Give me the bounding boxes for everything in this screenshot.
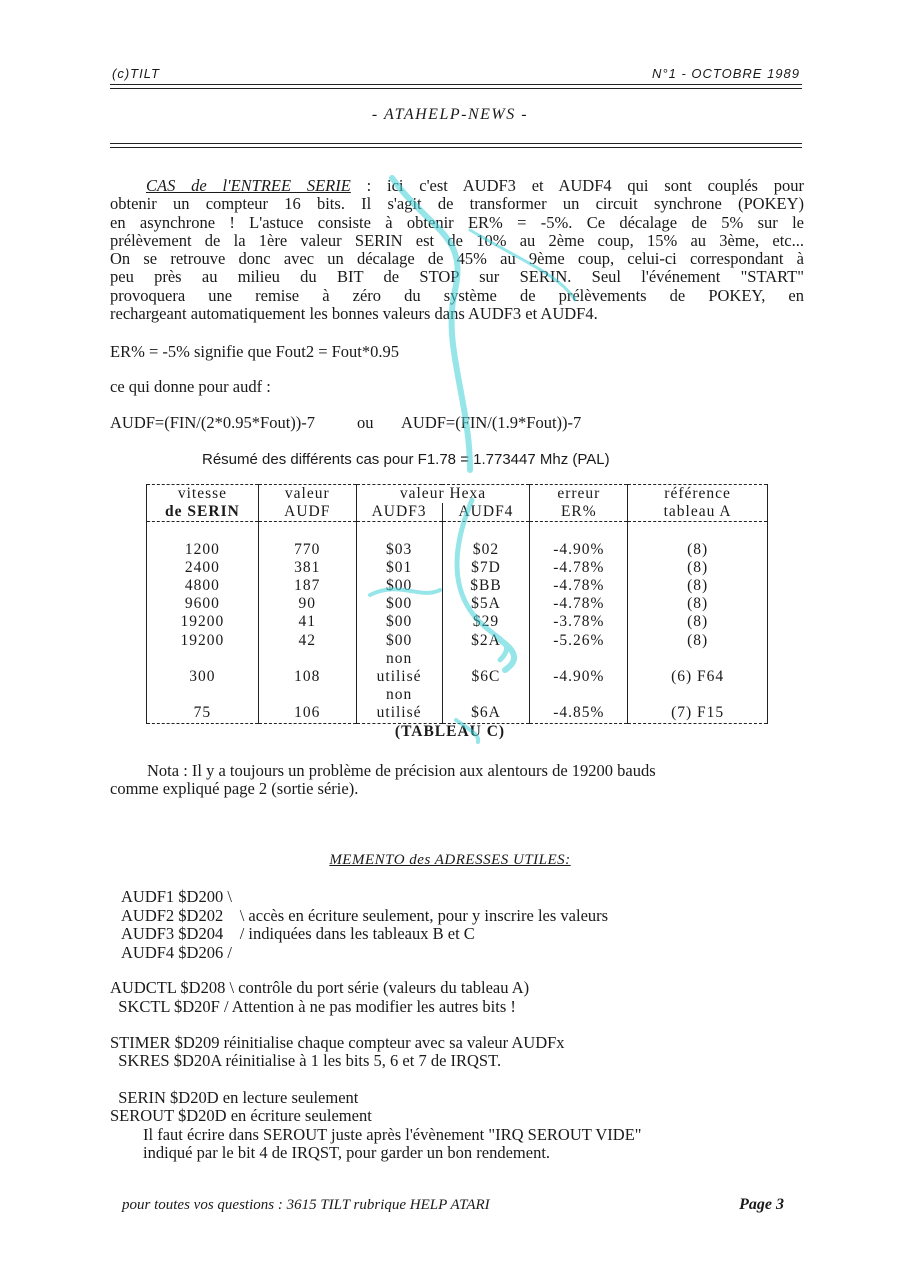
title-rule bbox=[110, 143, 802, 144]
page-number: Page 3 bbox=[739, 1196, 784, 1213]
col-subheader-audf3: AUDF3 bbox=[356, 503, 442, 522]
intro-line: rechargeant automatiquement les bonnes valeurs dans AUDF3 et AUDF4. bbox=[110, 304, 598, 324]
col-subheader-tableau: tableau A bbox=[628, 503, 768, 522]
intro-line: peu près au milieu du BIT de STOP sur SERIN. Seul l'événement "START" bbox=[110, 267, 804, 287]
table-caption: Résumé des différents cas pour F1.78 = 1.773447 Mhz (PAL) bbox=[202, 451, 610, 468]
table-row: 300 108 utilisé $6C -4.90% (6) F64 bbox=[147, 668, 768, 686]
memento-line: SKRES $D20A réinitialise à 1 les bits 5, 6 et 7 de IRQST. bbox=[110, 1051, 502, 1070]
newsletter-title: - ATAHELP-NEWS - bbox=[371, 106, 529, 123]
table-row: 4800 187 $00 $BB -4.78% (8) bbox=[147, 577, 768, 595]
table-spacer-row bbox=[147, 522, 768, 541]
col-subheader-serin: de SERIN bbox=[147, 503, 259, 522]
memento-line: indiqué par le bit 4 de IRQST, pour garder un bon rendement. bbox=[110, 1143, 551, 1162]
table-row: 1200 770 $03 $02 -4.90% (8) bbox=[147, 541, 768, 559]
header-left: (c)TILT bbox=[112, 66, 160, 81]
table-label: (TABLEAU C) bbox=[394, 723, 506, 740]
memento-line: AUDF2 $D202 \ accès en écriture seulement, pour y inscrire les valeurs bbox=[121, 906, 609, 925]
header-rule-2 bbox=[110, 88, 802, 89]
table-row: 2400 381 $01 $7D -4.78% (8) bbox=[147, 559, 768, 577]
header-right: N°1 - OCTOBRE 1989 bbox=[652, 66, 800, 81]
intro-paragraph bbox=[110, 177, 804, 323]
col-subheader-audf4: AUDF4 bbox=[442, 503, 530, 522]
memento-line: AUDF4 $D206 / bbox=[121, 943, 232, 962]
table-row: non bbox=[147, 686, 768, 704]
table-row: 19200 42 $00 $2A -5.26% (8) bbox=[147, 632, 768, 650]
table-subheader-row bbox=[147, 503, 768, 522]
intro-line: provoquera une remise à zéro du système de prélèvements de POKEY, en bbox=[110, 285, 804, 305]
memento-title: MEMENTO des ADRESSES UTILES: bbox=[329, 852, 571, 868]
er-formula: ER% = -5% signifie que Fout2 = Fout*0.95 bbox=[110, 342, 400, 361]
col-subheader-audf: AUDF bbox=[258, 503, 356, 522]
intro-line-1: CAS de l'ENTREE SERIE : ici c'est AUDF3 et AUDF4 qui sont couplés pour bbox=[146, 176, 805, 195]
intro-line: On se retrouve donc avec un décalage de 45% au 9ème coup, celui-ci correspondant à bbox=[110, 249, 804, 269]
col-header-value: valeur bbox=[258, 485, 356, 504]
nota-line-1: Nota : Il y a toujours un problème de précision aux alentours de 19200 bauds bbox=[147, 761, 656, 780]
audf-formula-a: AUDF=(FIN/(2*0.95*Fout))-7 bbox=[110, 413, 316, 432]
or-word: ou bbox=[357, 413, 374, 432]
section-heading: CAS de l'ENTREE SERIE bbox=[146, 176, 351, 195]
audf-formula-b: AUDF=(FIN/(1.9*Fout))-7 bbox=[401, 413, 582, 432]
intro-line: prélèvement de la 1ère valeur SERIN est de 10% au 2ème coup, 15% au 3ème, etc... bbox=[110, 230, 804, 250]
nota-line-2: comme expliqué page 2 (sortie série). bbox=[110, 779, 359, 798]
memento-line: SEROUT $D20D en écriture seulement bbox=[110, 1106, 372, 1125]
col-header-reference: référence bbox=[628, 485, 768, 504]
memento-line: AUDF1 $D200 \ bbox=[121, 887, 232, 906]
table-row: 9600 90 $00 $5A -4.78% (8) bbox=[147, 595, 768, 613]
footer-contact: pour toutes vos questions : 3615 TILT rubrique HELP ATARI bbox=[122, 1197, 490, 1213]
memento-line: STIMER $D209 réinitialise chaque compteur avec sa valeur AUDFx bbox=[110, 1033, 565, 1052]
intro-line: obtenir un compteur 16 bits. Il s'agit de transformer un circuit synchrone (POKEY) bbox=[110, 194, 804, 214]
col-header-hexa: valeur Hexa bbox=[356, 485, 530, 504]
table-header-row bbox=[147, 485, 768, 504]
col-header-speed: vitesse bbox=[147, 485, 259, 504]
memento-line: AUDF3 $D204 / indiquées dans les tableaux B et C bbox=[121, 924, 475, 943]
serin-table bbox=[146, 484, 768, 724]
memento-line: SERIN $D20D en lecture seulement bbox=[110, 1088, 359, 1107]
title-rule-2 bbox=[110, 147, 802, 148]
table-row: non bbox=[147, 650, 768, 668]
memento-line: AUDCTL $D208 \ contrôle du port série (valeurs du tableau A) bbox=[110, 978, 530, 997]
audf-intro: ce qui donne pour audf : bbox=[110, 377, 271, 396]
col-subheader-er: ER% bbox=[530, 503, 628, 522]
intro-line: en asynchrone ! L'astuce consiste à obtenir ER% = -5%. Ce décalage de 5% sur le bbox=[110, 212, 804, 232]
col-header-error: erreur bbox=[530, 485, 628, 504]
table-row: 19200 41 $00 $29 -3.78% (8) bbox=[147, 613, 768, 631]
header-rule bbox=[110, 84, 802, 85]
table-row: 75 106 utilisé $6A -4.85% (7) F15 bbox=[147, 704, 768, 723]
memento-line: SKCTL $D20F / Attention à ne pas modifier les autres bits ! bbox=[110, 997, 516, 1016]
memento-line: Il faut écrire dans SEROUT juste après l'évènement "IRQ SEROUT VIDE" bbox=[110, 1125, 642, 1144]
